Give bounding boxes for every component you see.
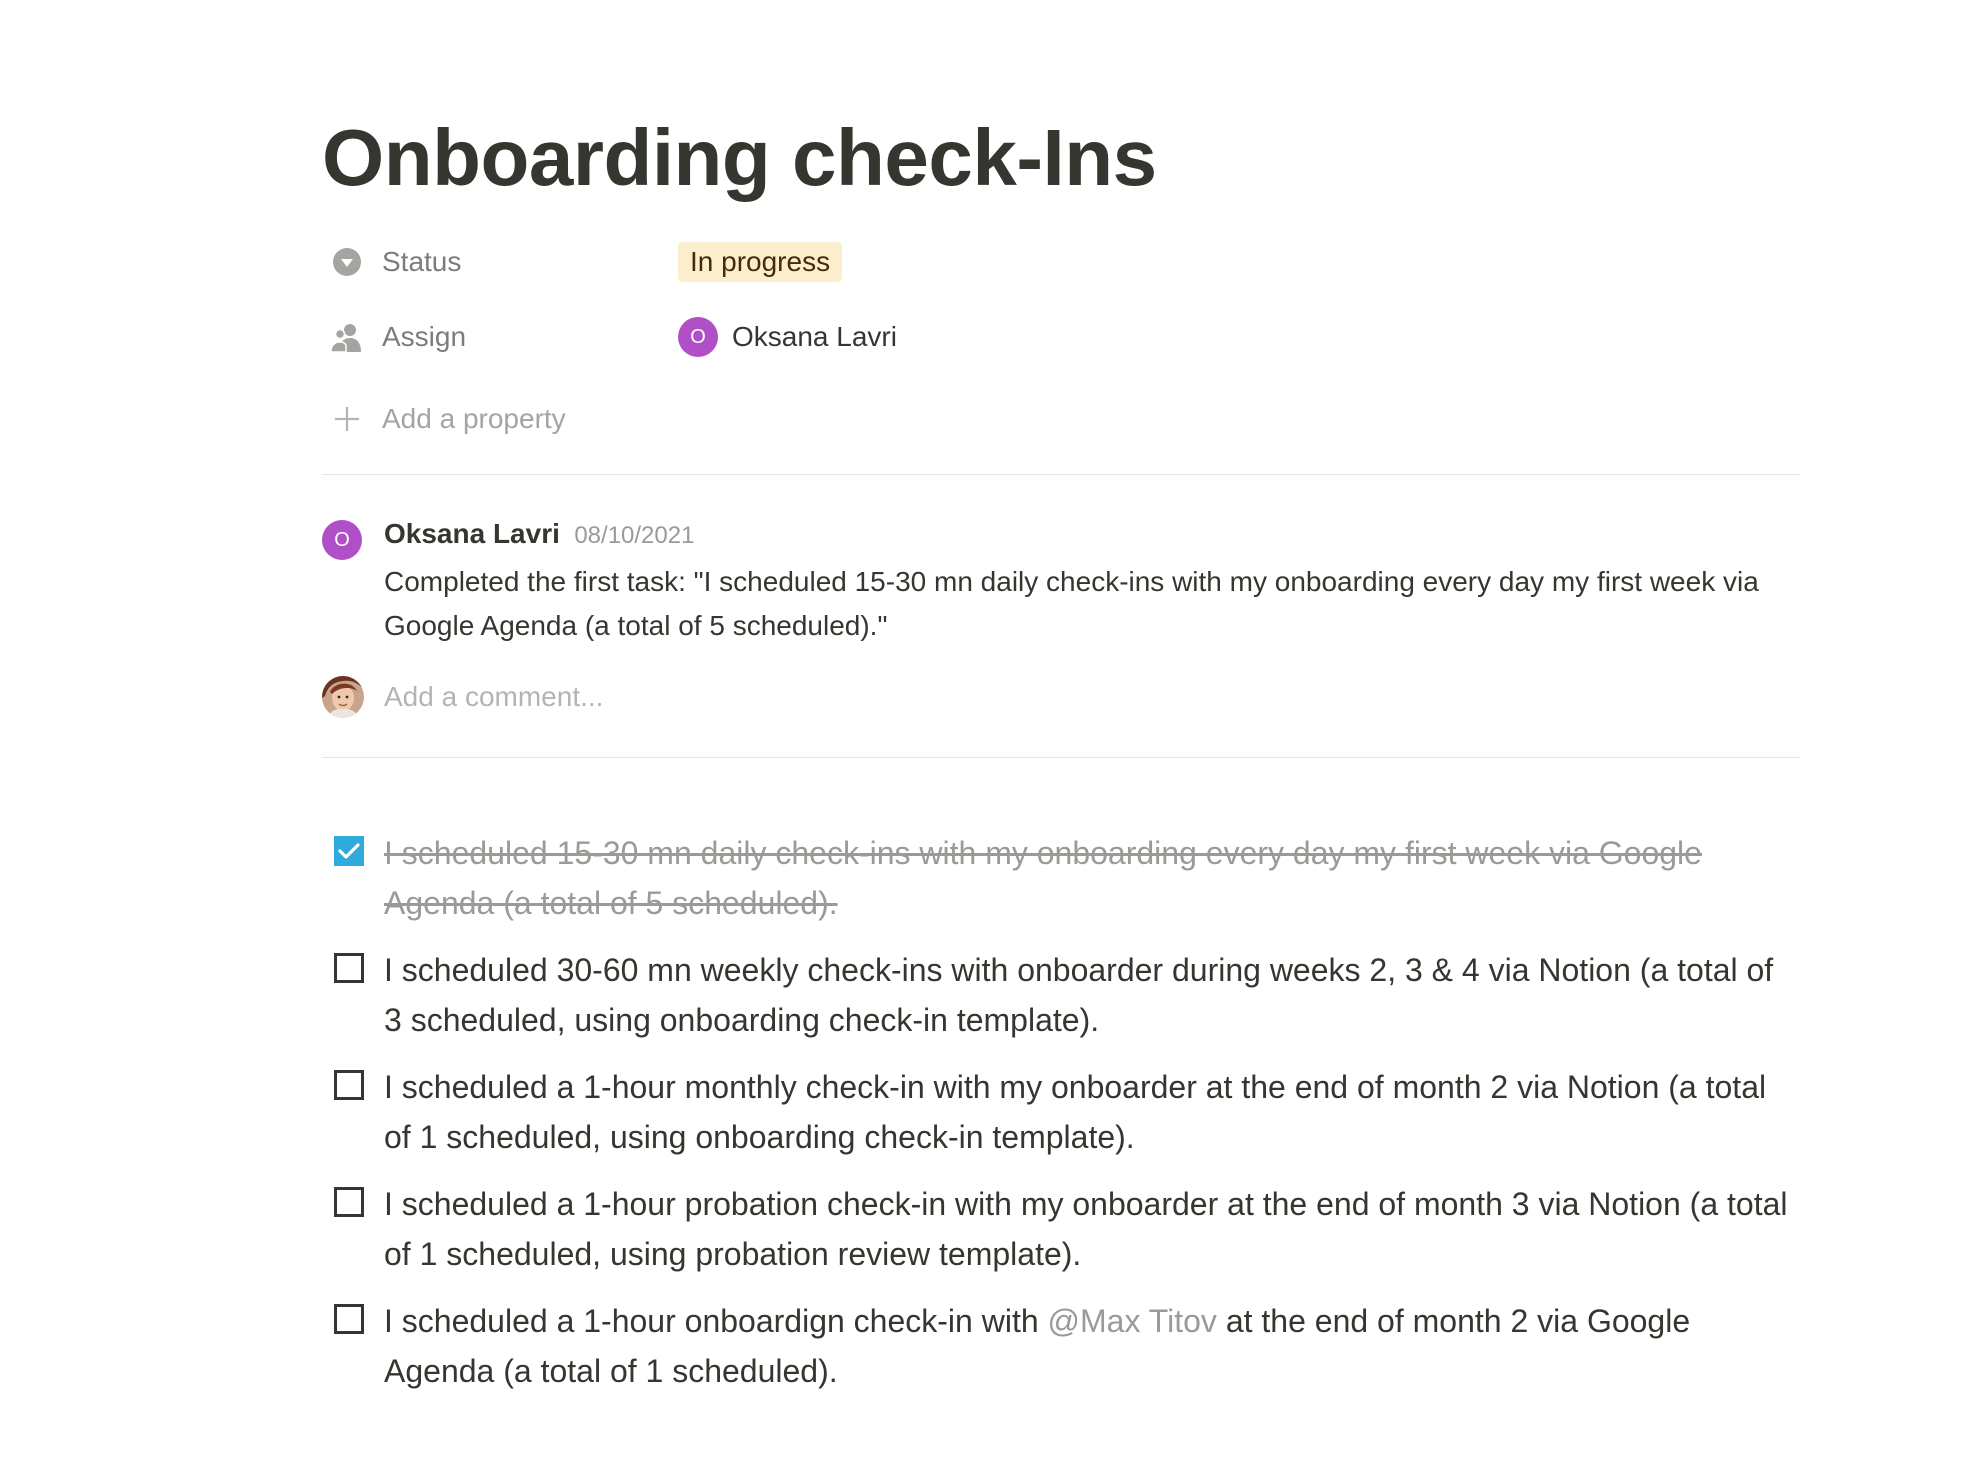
comment-input[interactable] [384, 681, 1284, 713]
todo-checkbox[interactable] [334, 953, 364, 983]
comment-date: 08/10/2021 [574, 522, 695, 549]
property-assign [322, 312, 1122, 362]
property-status [322, 237, 1122, 287]
property-status-name[interactable] [322, 245, 678, 279]
status-badge[interactable]: In progress [678, 242, 842, 282]
property-assign-name[interactable] [322, 320, 678, 354]
comment-body: Completed the first task: "I scheduled 15-30 mn daily check-ins with my onboarding every day my first week via Google Agenda (a total of 5 scheduled)." [384, 566, 1759, 641]
todo-text[interactable]: I scheduled 15-30 mn daily check-ins with my onboarding every day my first week via Google Agenda (a total of 5 scheduled). [384, 835, 1702, 921]
todo-checkbox[interactable] [334, 1187, 364, 1217]
todo-text[interactable]: I scheduled a 1-hour monthly check-in with my onboarder at the end of month 2 via Notion (a total of 1 scheduled, using onboarding check-in template). [384, 1069, 1767, 1155]
avatar: O [678, 317, 718, 357]
comment-header [384, 518, 694, 550]
user-mention[interactable]: @Max Titov [1047, 1303, 1217, 1339]
plus-icon [330, 402, 364, 436]
comment-avatar: O [322, 520, 362, 560]
todo-text[interactable]: I scheduled a 1-hour probation check-in with my onboarder at the end of month 3 via Notion (a total of 1 scheduled, using probation review template). [384, 1186, 1788, 1272]
assignee-name: Oksana Lavri [732, 321, 897, 352]
divider [322, 757, 1800, 758]
add-property-label: Add a property [382, 403, 566, 434]
todo-checkbox[interactable] [334, 1304, 364, 1334]
comment-author[interactable]: Oksana Lavri [384, 518, 560, 549]
todo-checkbox-checked[interactable] [334, 836, 364, 866]
page-title[interactable]: Onboarding check-Ins [322, 113, 1157, 202]
property-status-label: Status [382, 246, 462, 277]
todo-text[interactable]: I scheduled 30-60 mn weekly check-ins with onboarder during weeks 2, 3 & 4 via Notion (a total of 3 scheduled, using onboarding check-in template). [384, 952, 1774, 1038]
add-property-button[interactable] [322, 394, 1122, 444]
current-user-avatar [322, 676, 364, 718]
todo-text-end: at the end of month 2 via Google Agenda (a total of 1 scheduled). [384, 1303, 1691, 1389]
todo-text-start: I scheduled a 1-hour onboardign check-in with [384, 1303, 1048, 1339]
divider [322, 474, 1800, 475]
todo-checkbox[interactable] [334, 1070, 364, 1100]
property-assign-label: Assign [382, 321, 467, 352]
person-icon [330, 320, 364, 354]
add-property [322, 402, 566, 436]
checkmark-icon [338, 842, 360, 860]
add-comment-row [322, 672, 1800, 722]
status-icon [330, 245, 364, 279]
assignee[interactable] [678, 317, 897, 357]
todo-text[interactable] [384, 1296, 1794, 1396]
